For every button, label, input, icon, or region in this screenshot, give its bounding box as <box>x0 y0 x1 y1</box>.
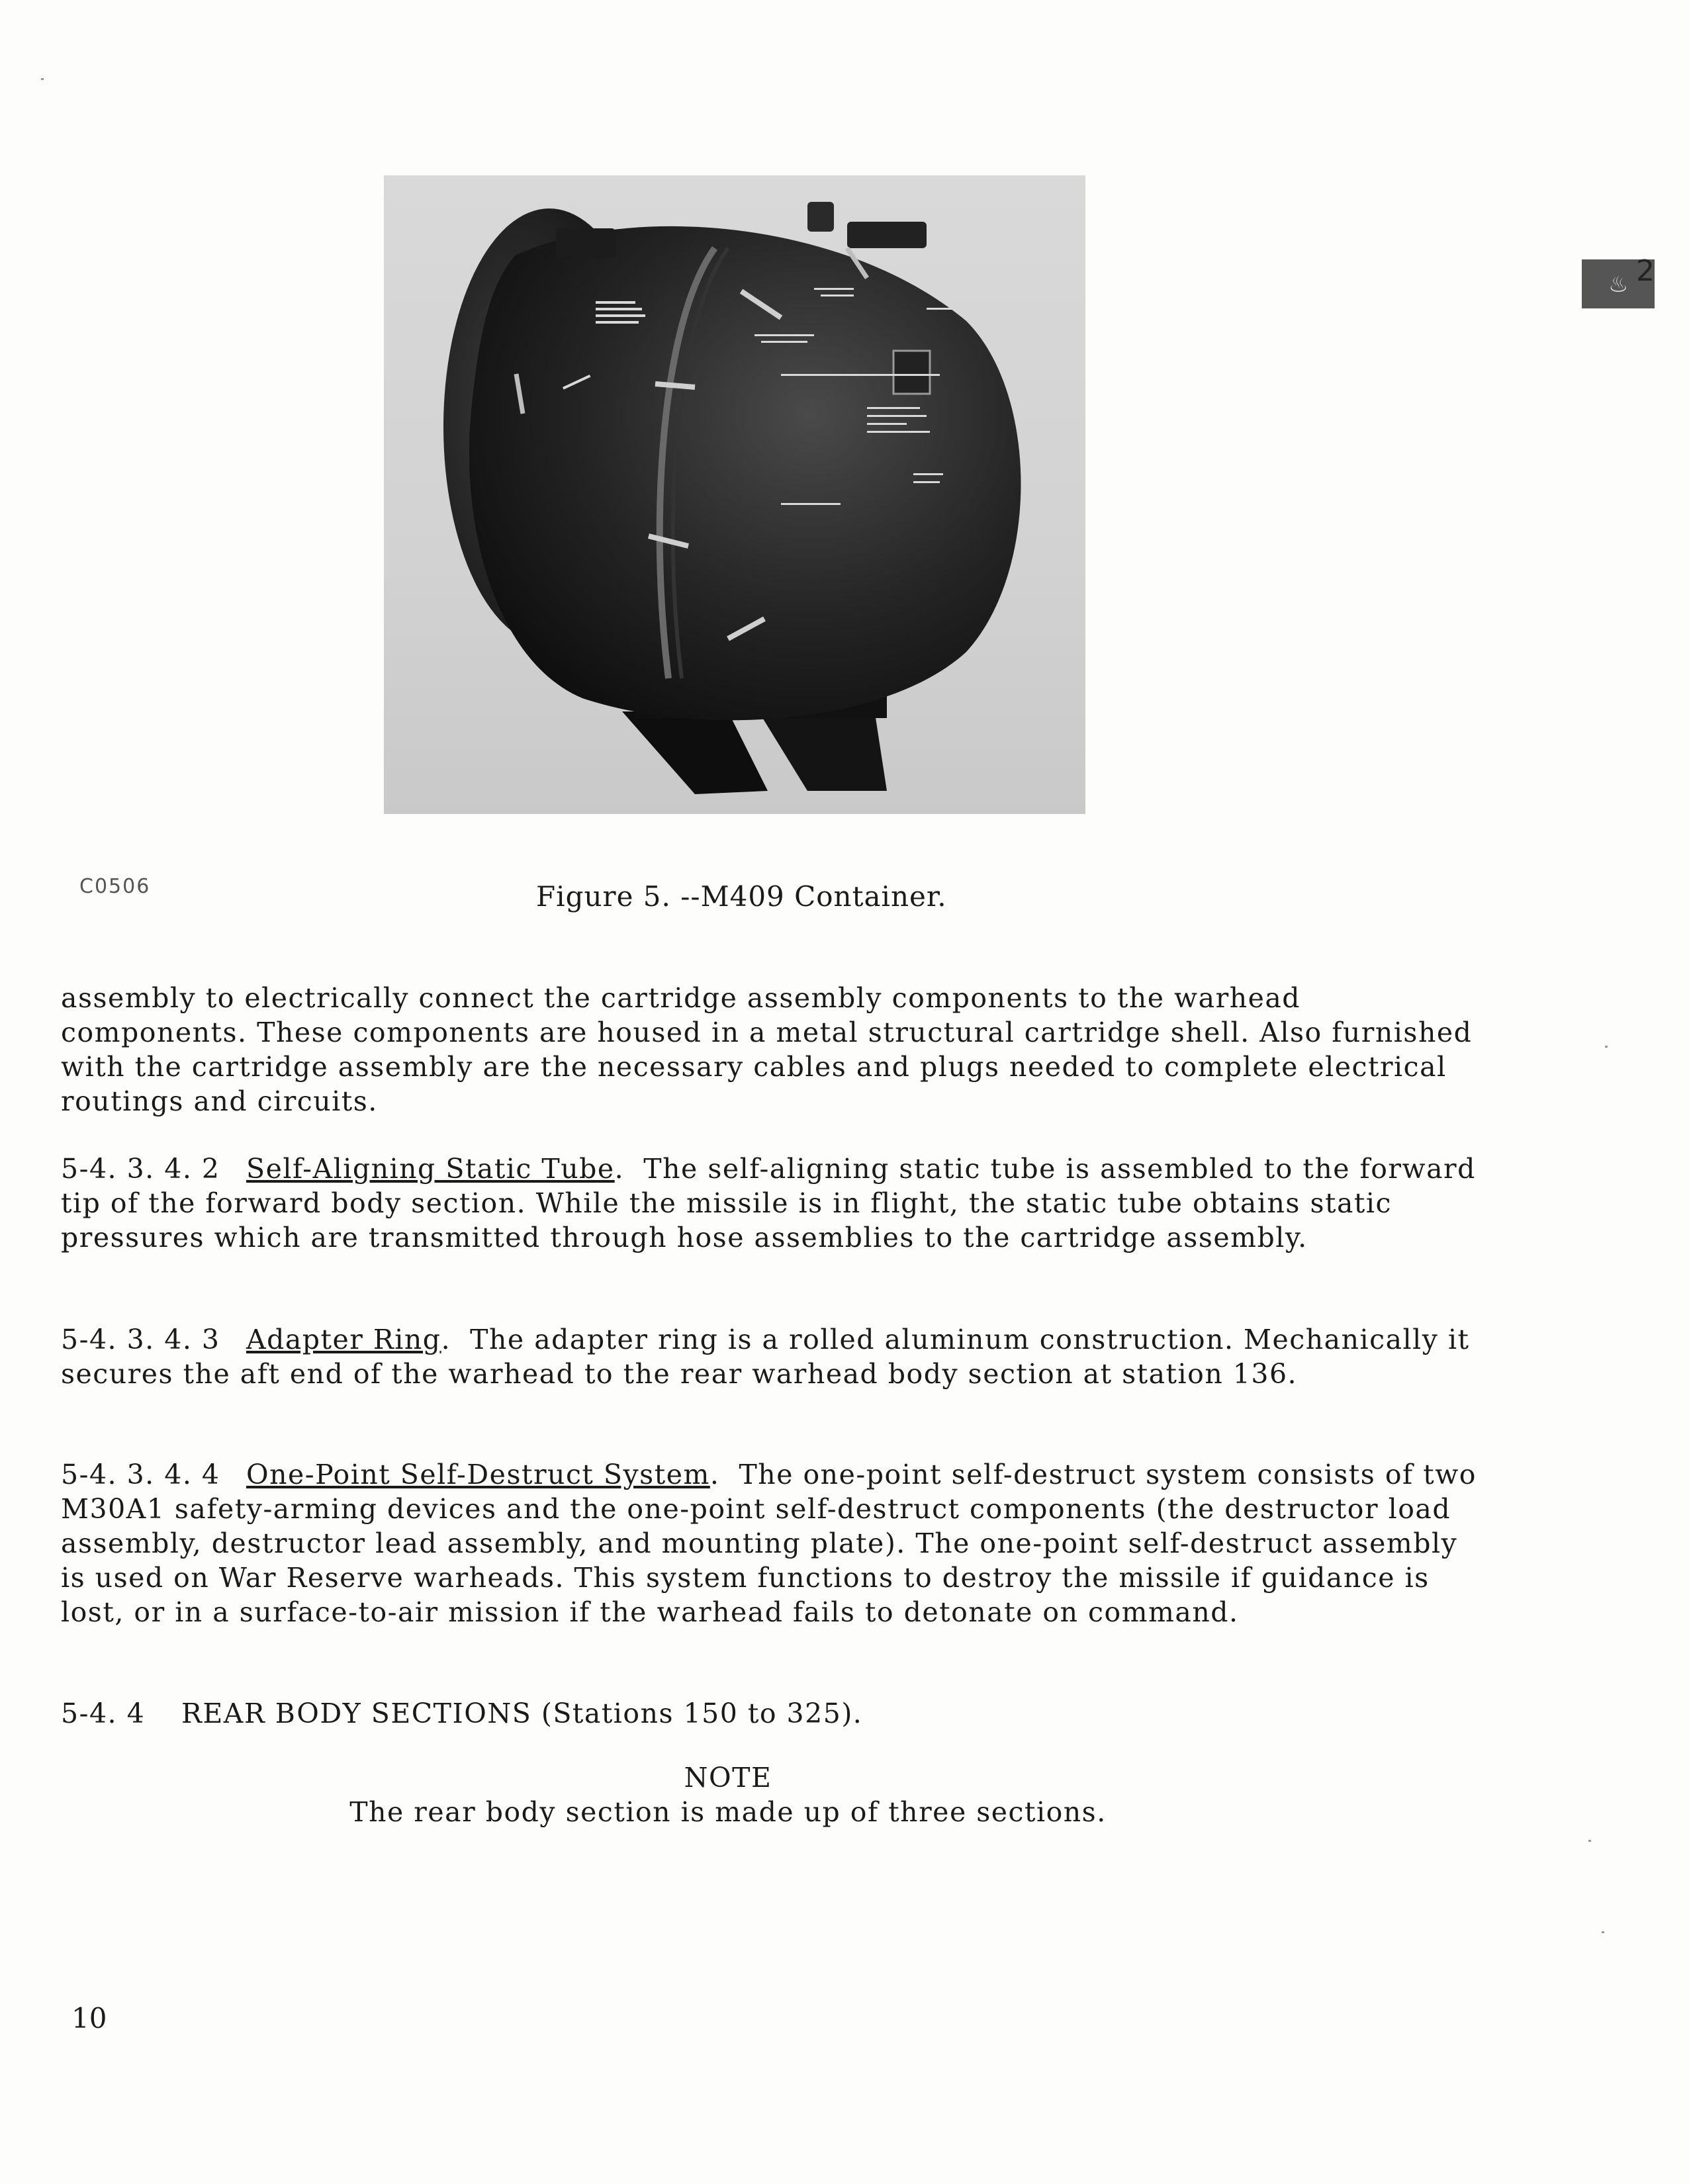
paragraph-heading: Adapter Ring <box>246 1324 441 1355</box>
figure-caption: Figure 5. --M409 Container. <box>536 880 947 913</box>
section-heading: REAR BODY SECTIONS (Stations 150 to 325). <box>181 1698 863 1729</box>
paragraph-text: The adapter ring is a rolled aluminum construction. Mechanically it secures the aft end of the warhead to the rear warhead body section at station 136. <box>61 1324 1470 1390</box>
page-number: 10 <box>71 2002 107 2034</box>
paragraph-adapter-ring: 5-4. 3. 4. 3 Adapter Ring. The adapter ring is a rolled aluminum construction. Mechanically it secures the aft end of the warhead to the rear warhead body section at station 136. <box>61 1324 1470 1390</box>
note-title: NOTE <box>684 1762 772 1794</box>
paragraph-text: assembly to electrically connect the cartridge assembly components to the warhead components. These components are housed in a metal structural cartridge shell. Also furnished with the cartridge assembly are the necessary cables and plugs needed to complete electrical routings and circuits. <box>61 982 1473 1117</box>
paragraph-static-tube: 5-4. 3. 4. 2 Self-Aligning Static Tube. The self-aligning static tube is assembled to the forward tip of the forward body section. While the missile is in flight, the static tube obtains static pressures which are transmitted through hose assemblies to the cartridge assembly. <box>61 1153 1476 1253</box>
paragraph-heading: One-Point Self-Destruct System <box>246 1459 710 1490</box>
tab-mark-icon: ♨ <box>1608 271 1629 298</box>
paragraph-continuation <box>61 981 1477 1118</box>
paragraph-heading: Self-Aligning Static Tube <box>246 1153 615 1185</box>
figure-id-stamp: C0506 <box>79 875 151 898</box>
paragraph-number: 5-4. 3. 4. 3 <box>61 1324 220 1355</box>
m409-container-illustration <box>384 175 1085 814</box>
paragraph-self-destruct: 5-4. 3. 4. 4 One-Point Self-Destruct System. The one-point self-destruct system consists of two M30A1 safety-arming devices and the one-point self-destruct components (the destructor load assembly, destructor lead assembly, and mounting plate). The one-point self-destruct assembly is used on War Reserve warheads. This system functions to destroy the missile if guidance is lost, or in a surface-to-air mission if the warhead fails to detonate on command. <box>61 1459 1477 1628</box>
section-heading-rear-body <box>61 1696 1477 1731</box>
section-number: 5-4. 4 <box>61 1698 146 1729</box>
paragraph-number: 5-4. 3. 4. 4 <box>61 1459 220 1490</box>
scan-speck <box>1605 1046 1608 1048</box>
paragraph-number: 5-4. 3. 4. 2 <box>61 1153 220 1185</box>
note-text: The rear body section is made up of three sections. <box>349 1796 1107 1828</box>
container-photograph <box>384 175 1085 814</box>
scan-speck <box>1602 1931 1604 1933</box>
paragraph-text: The self-aligning static tube is assembled to the forward tip of the forward body section. While the missile is in flight, the static tube obtains static pressures which are transmitted through hose assemblies to the cartridge assembly. <box>61 1153 1476 1253</box>
section-tab-number: 2 <box>1636 254 1655 288</box>
scan-speck <box>41 78 44 80</box>
paragraph-text: The one-point self-destruct system consists of two M30A1 safety-arming devices and the one-point self-destruct components (the destructor load assembly, destructor lead assembly, and mounting plate). The one-point self-destruct assembly is used on War Reserve warheads. This system functions to destroy the missile if guidance is lost, or in a surface-to-air mission if the warhead fails to detonate on command. <box>61 1459 1477 1628</box>
scan-speck <box>1588 1840 1591 1842</box>
